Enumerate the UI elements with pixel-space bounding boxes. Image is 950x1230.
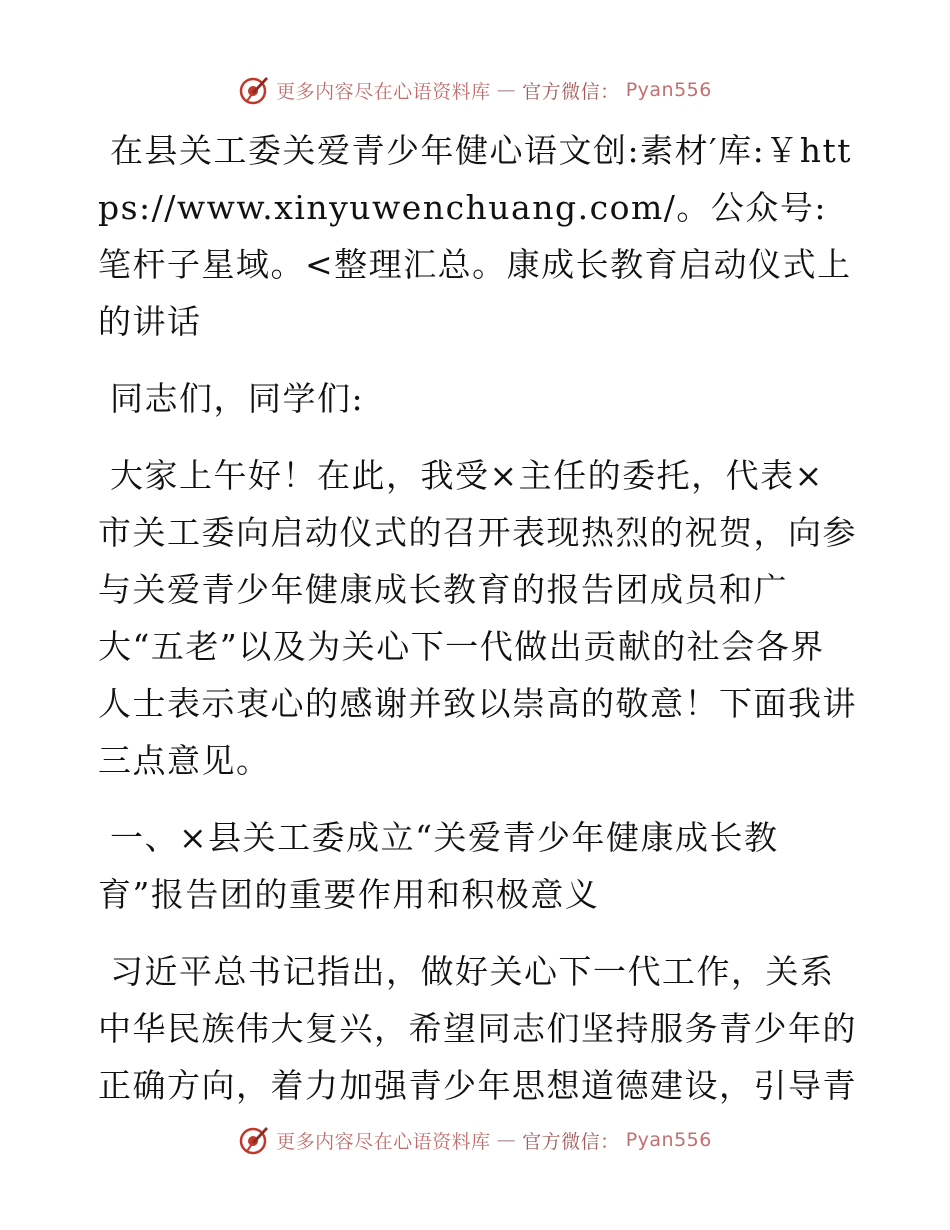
paragraph-section-1: 习近平总书记指出，做好关心下一代工作，关系中华民族伟大复兴，希望同志们坚持服务青少年的正确方向，着力加强青少年思想道德建设，引导青 xyxy=(98,952,857,1105)
quill-logo-icon xyxy=(238,1124,270,1156)
salutation: 同志们，同学们: xyxy=(110,379,365,418)
document-title-paragraph: 在县关工委关爱青少年健心语文创:素材′库:￥https://www.xinyuwenchuang.com/。公众号:笔杆子星域。<整理汇总。康成长教育启动仪式上的讲话 xyxy=(98,131,853,341)
header-banner-text: 更多内容尽在心语资料库 xyxy=(276,80,491,103)
document-body xyxy=(98,122,858,1134)
header-banner-wechat-id: Pyan556 xyxy=(625,79,712,101)
footer-banner-text: 更多内容尽在心语资料库 xyxy=(276,1130,491,1153)
footer-banner-content xyxy=(238,1124,712,1156)
footer-banner-wechat-id: Pyan556 xyxy=(625,1129,712,1151)
header-banner-separator: — xyxy=(496,79,517,101)
header-banner-wechat-label: 官方微信： xyxy=(522,80,620,103)
header-watermark-banner xyxy=(0,70,950,110)
section-heading-1: 一、×县关工委成立“关爱青少年健康成长教育”报告团的重要作用和积极意义 xyxy=(98,818,779,914)
footer-banner-wechat-label: 官方微信： xyxy=(522,1130,620,1153)
paragraph-opening: 大家上午好！在此，我受×主任的委托，代表×市关工委向启动仪式的召开表现热烈的祝贺，向参与关爱青少年健康成长教育的报告团成员和广大“五老”以及为关心下一代做出贡献的社会各界人士表示衷心的感谢并致以崇高的敬意！下面我讲三点意见。 xyxy=(98,456,857,780)
footer-banner-separator: — xyxy=(496,1129,517,1151)
footer-watermark-banner xyxy=(0,1120,950,1160)
quill-logo-icon xyxy=(238,74,270,106)
header-banner-content xyxy=(238,74,712,106)
